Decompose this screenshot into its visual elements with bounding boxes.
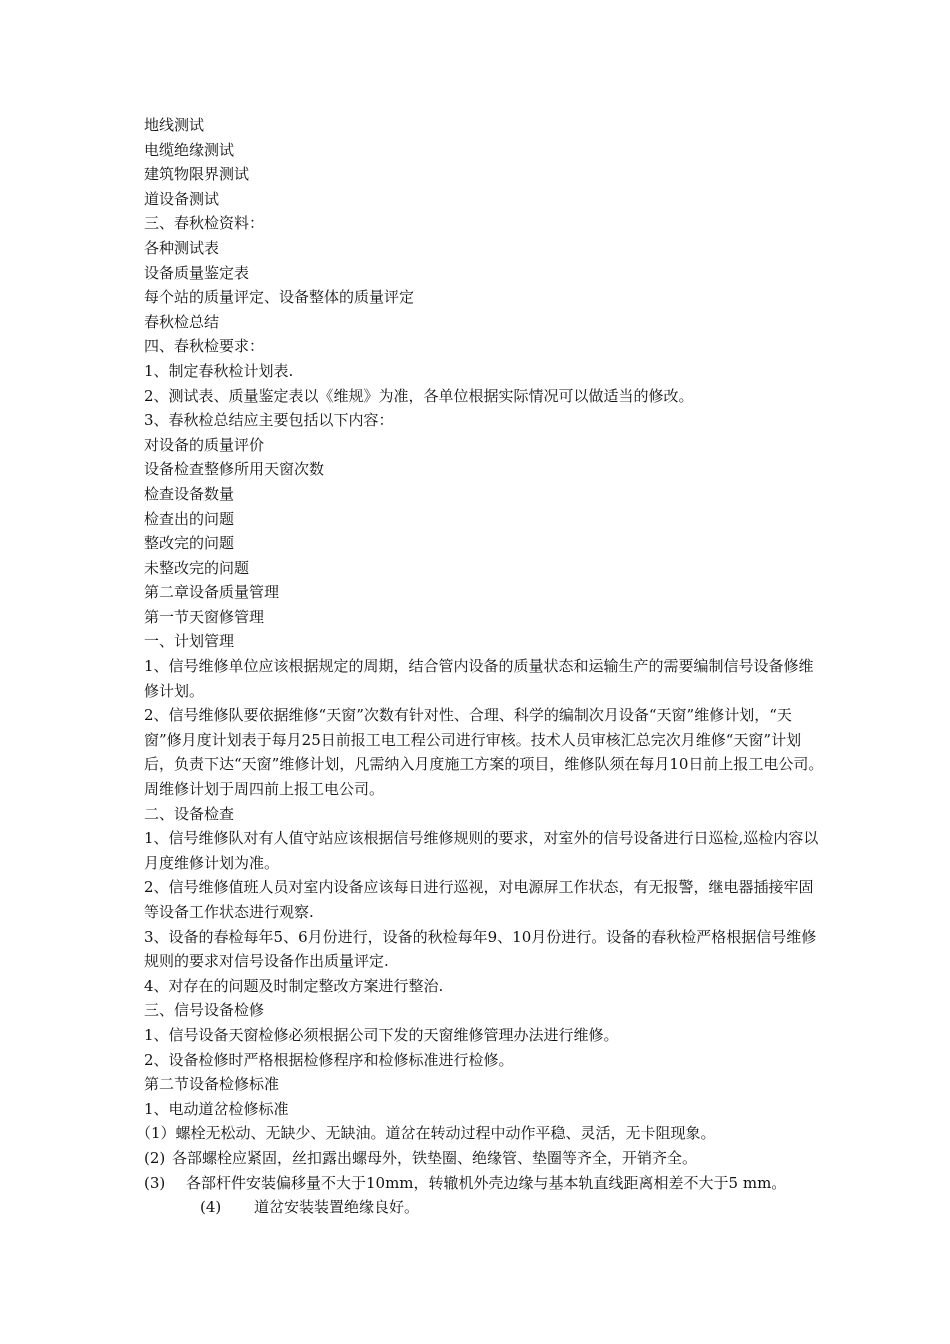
- paragraph: 2、信号维修队要依据维修“天窗”次数有针对性、合理、科学的编制次月设备“天窗”维修计划，“天窗”修月度计划表于每月25日前报工电工程公司进行审核。技术人员审核汇总完次月维修“天窗”计划后，负责下达“天窗”维修计划，凡需纳入月度施工方案的项目，维修队须在每月10日前上报工电公司。周维修计划于周四前上报工电公司。: [144, 706, 824, 799]
- chapter-heading: 第二章设备质量管理: [144, 583, 280, 602]
- text-line: 电缆绝缘测试: [144, 140, 235, 159]
- text-line: 4、对存在的问题及时制定整改方案进行整治.: [144, 976, 444, 995]
- text-line: 道设备测试: [144, 189, 220, 208]
- list-item-text: 道岔安装装置绝缘良好。: [254, 1198, 420, 1217]
- paragraph: 1、信号维修单位应该根据规定的周期，结合管内设备的质量状态和运输生产的需要编制信号设备修维修计划。: [144, 657, 814, 700]
- paragraph: 1、信号维修队对有人值守站应该根据信号维修规则的要求，对室外的信号设备进行日巡检,巡检内容以月度维修计划为准。: [144, 829, 819, 872]
- paragraph: 3、设备的春检每年5、6月份进行，设备的秋检每年9、10月份进行。设备的春秋检严格根据信号维修规则的要求对信号设备作出质量评定.: [144, 927, 817, 971]
- list-item: [144, 1171, 824, 1196]
- list-item-text: 各部杆件安装偏移量不大于10mm，转辙机外壳边缘与基本轨直线距离相差不大于5 mm。: [186, 1173, 787, 1192]
- list-item-number: (4): [200, 1198, 222, 1217]
- list-item: [144, 1146, 824, 1171]
- list-item-number: (3): [144, 1173, 166, 1192]
- subsection-heading: 1、电动道岔检修标准: [144, 1099, 289, 1118]
- subsection-heading: 三、信号设备检修: [144, 1001, 265, 1020]
- section-heading: 第一节天窗修管理: [144, 607, 265, 626]
- text-line: 检查出的问题: [144, 509, 235, 528]
- text-line: 地线测试: [144, 116, 205, 134]
- paragraph: 2、信号维修值班人员对室内设备应该每日进行巡视，对电源屏工作状态，有无报警，继电器插接牢固等设备工作状态进行观察.: [144, 878, 814, 922]
- subsection-heading: 二、设备检查: [144, 804, 235, 823]
- text-line: 每个站的质量评定、设备整体的质量评定: [144, 288, 415, 307]
- list-item-text: 各部螺栓应紧固，丝扣露出螺母外，铁垫圈、绝缘管、垫圈等齐全，开销齐全。: [172, 1148, 698, 1167]
- section-heading: 第二节设备检修标准: [144, 1075, 280, 1094]
- text-line: 1、制定春秋检计划表.: [144, 361, 294, 380]
- text-line: 设备质量鉴定表: [144, 263, 250, 282]
- document-body: [136, 113, 824, 1220]
- text-line: 整改完的问题: [144, 534, 235, 553]
- text-line: 1、信号设备天窗检修必须根据公司下发的天窗维修管理办法进行维修。: [144, 1025, 619, 1044]
- section-heading: 三、春秋检资料：: [144, 214, 265, 233]
- text-line: 未整改完的问题: [144, 558, 250, 577]
- section-heading: 四、春秋检要求：: [144, 337, 265, 356]
- text-line: 3、春秋检总结应主要包括以下内容：: [144, 411, 394, 430]
- text-line: 各种测试表: [144, 238, 220, 257]
- text-line: 2、测试表、质量鉴定表以《维规》为准，各单位根据实际情况可以做适当的修改。: [144, 386, 694, 405]
- text-line: 春秋检总结: [144, 312, 220, 331]
- list-item: [144, 1195, 824, 1220]
- subsection-heading: 一、计划管理: [144, 632, 235, 651]
- list-item: [136, 1121, 824, 1146]
- text-line: 建筑物限界测试: [144, 165, 250, 184]
- list-item-number: （1）: [136, 1124, 176, 1143]
- list-item-number: (2): [144, 1148, 166, 1167]
- text-line: 对设备的质量评价: [144, 435, 265, 454]
- list-item-text: 螺栓无松动、无缺少、无缺油。道岔在转动过程中动作平稳、灵活，无卡阻现象。: [175, 1124, 716, 1143]
- text-line: 检查设备数量: [144, 484, 235, 503]
- text-line: 2、设备检修时严格根据检修程序和检修标准进行检修。: [144, 1050, 514, 1069]
- text-line: 设备检查整修所用天窗次数: [144, 460, 325, 479]
